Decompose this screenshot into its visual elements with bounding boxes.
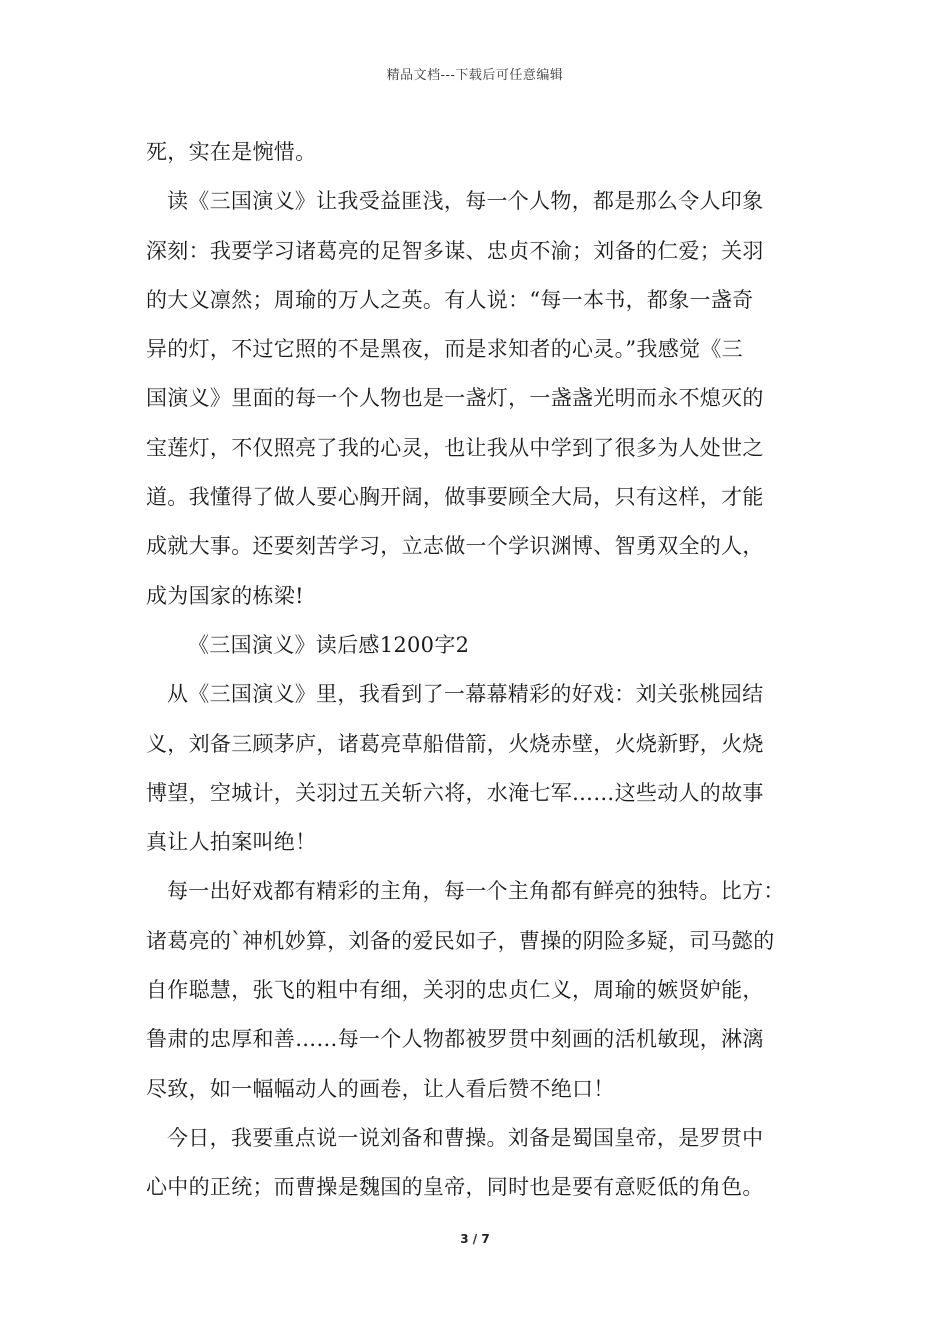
text-line: 鲁肃的忠厚和善……每一个人物都被罗贯中刻画的活机敏现，淋漓 [146, 1027, 764, 1052]
section-heading: 《三国演义》读后感1200字2 [188, 632, 470, 657]
text-line: 的大义凛然；周瑜的万人之英。有人说：“每一本书，都象一盏奇 [146, 287, 754, 312]
text-line: 读《三国演义》让我受益匪浅，每一个人物，都是那么令人印象 [167, 189, 764, 214]
page-header: 精品文档---下载后可任意编辑 [386, 68, 564, 83]
text-line: 真让人拍案叫绝！ [146, 830, 317, 855]
text-line: 义，刘备三顾茅庐，诸葛亮草船借箭，火烧赤壁，火烧新野，火烧 [146, 731, 764, 756]
text-line: 心中的正统；而曹操是魏国的皇帝，同时也是要有意贬低的角色。 [146, 1175, 764, 1200]
text-line: 尽致，如一幅幅动人的画卷，让人看后赞不绝口！ [146, 1076, 615, 1101]
text-line: 今日，我要重点说一说刘备和曹操。刘备是蜀国皇帝，是罗贯中 [167, 1125, 764, 1150]
body-text [146, 128, 810, 1213]
text-line: 异的灯，不过它照的不是黑夜，而是求知者的心灵。”我感觉《三 [146, 337, 743, 362]
text-line: 诸葛亮的`神机妙算，刘备的爱民如子，曹操的阴险多疑，司马懿的 [146, 928, 775, 953]
text-line: 成为国家的栋梁! [146, 583, 304, 608]
text-line: 宝莲灯，不仅照亮了我的心灵，也让我从中学到了很多为人处世之 [146, 435, 764, 460]
text-line: 深刻：我要学习诸葛亮的足智多谋、忠贞不渝；刘备的仁爱；关羽 [146, 238, 764, 263]
page-number: 3 / 7 [460, 1232, 490, 1246]
text-line: 道。我懂得了做人要心胸开阔，做事要顾全大局，只有这样，才能 [146, 485, 764, 510]
text-line: 自作聪慧，张飞的粗中有细，关羽的忠贞仁义，周瑜的嫉贤妒能， [146, 978, 764, 1003]
text-line: 成就大事。还要刻苦学习，立志做一个学识渊博、智勇双全的人， [146, 534, 764, 559]
text-line: 每一出好戏都有精彩的主角，每一个主角都有鲜亮的独特。比方： [167, 879, 785, 904]
text-line: 博望，空城计，关羽过五关斩六将，水淹七军……这些动人的故事 [146, 780, 764, 805]
text-line: 国演义》里面的每一个人物也是一盏灯，一盏盏光明而永不熄灭的 [146, 386, 764, 411]
text-line: 从《三国演义》里，我看到了一幕幕精彩的好戏：刘关张桃园结 [167, 682, 764, 707]
text-line: 死，实在是惋惜。 [146, 140, 317, 164]
